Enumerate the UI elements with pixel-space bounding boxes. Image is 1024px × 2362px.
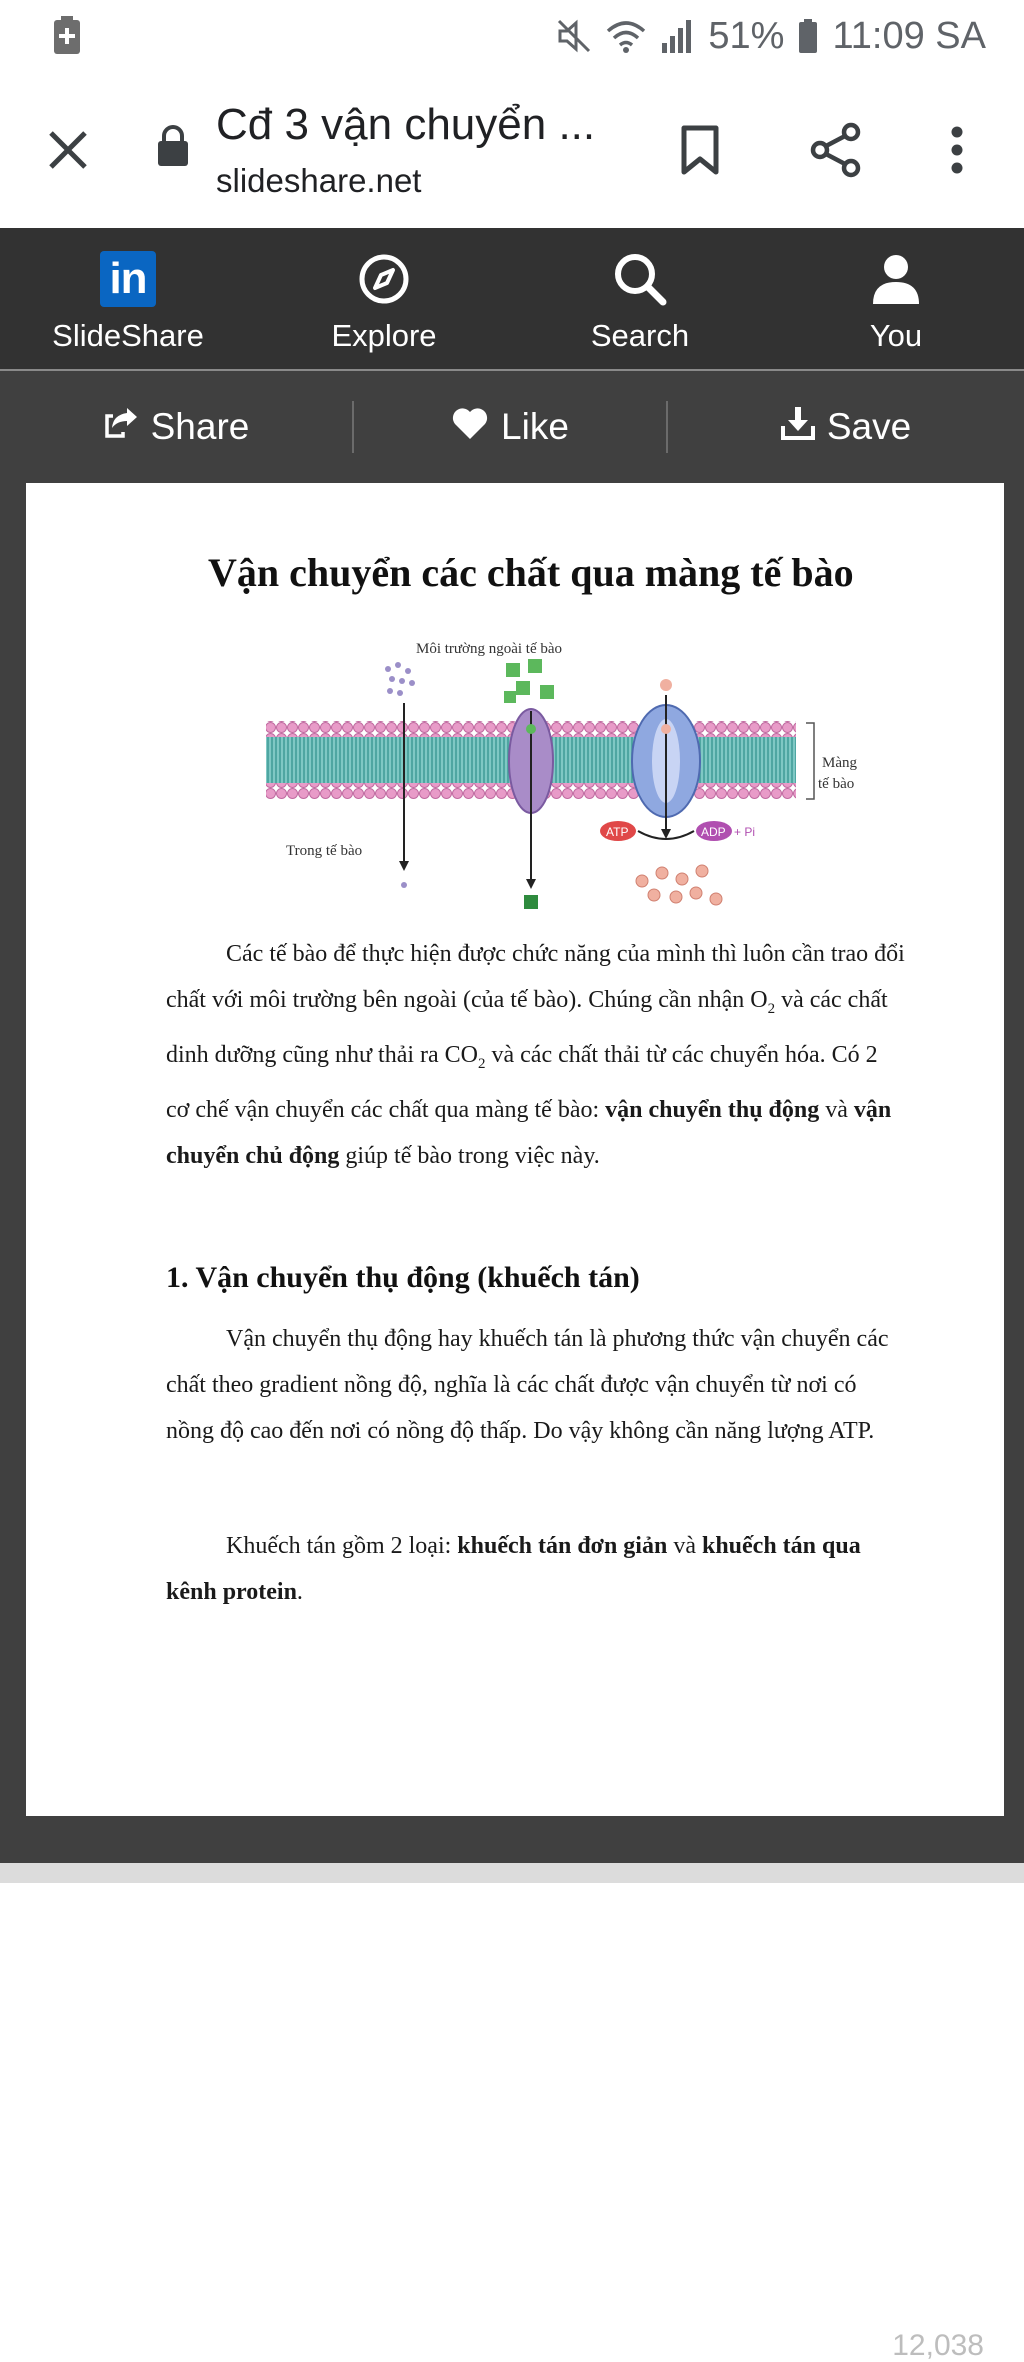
membrane-diagram-svg — [166, 623, 886, 923]
heart-icon — [451, 406, 489, 449]
share-label: Share — [150, 406, 250, 447]
bookmark-icon[interactable] — [672, 118, 728, 182]
battery-icon — [798, 19, 818, 53]
more-vert-icon[interactable] — [932, 118, 982, 182]
lock-icon — [156, 124, 196, 178]
save-label: Save — [826, 406, 912, 447]
pi-label: + Pi — [734, 825, 756, 839]
nav-label-slideshare: SlideShare — [52, 318, 204, 353]
search-icon — [611, 248, 669, 310]
clock: 11:09 SA — [832, 14, 986, 57]
browser-toolbar — [0, 72, 1024, 228]
battery-percent: 51% — [708, 14, 785, 57]
nav-item-explore[interactable] — [256, 228, 512, 369]
share-button[interactable] — [0, 371, 352, 483]
mute-icon — [556, 18, 592, 54]
wifi-icon — [606, 19, 646, 53]
linkedin-logo-icon: in — [100, 251, 156, 307]
outside-label: Môi trường ngoài tế bào — [416, 641, 563, 657]
battery-charging-icon — [52, 16, 82, 56]
status-bar — [0, 0, 1024, 72]
section-paragraph: Khuếch tán gồm 2 loại: khuếch tán đơn giản và khuếch tán qua kênh protein. — [166, 1533, 861, 1605]
compass-icon — [357, 248, 411, 310]
view-count-peek: 12,038 — [892, 2329, 984, 2362]
intro-paragraph: Các tế bào để thực hiện được chức năng của mình thì luôn cần trao đổi chất với môi trường bên ngoài (của tế bào). Chúng cần nhận $O_2$ và các chất dinh dưỡng cũng như thải ra $CO_2$ và các chất thải từ các chuyển hóa. Có 2 cơ chế vận chuyển các chất qua màng tế bào: vận chuyển thụ động và vận chuyển chủ động giúp tế bào trong việc này. — [166, 941, 905, 1169]
section-paragraph: Vận chuyển thụ động hay khuếch tán là phương thức vận chuyển các chất theo gradient nồng độ, nghĩa là các chất được vận chuyển từ nơi có nồng độ cao đến nơi có nồng độ thấp. Do vậy không cần năng lượng ATP. — [166, 1326, 889, 1444]
download-icon — [781, 406, 815, 449]
membrane-diagram — [166, 623, 886, 923]
like-label: Like — [501, 406, 569, 447]
nav-item-you[interactable] — [768, 228, 1024, 369]
adp-label: ADP — [701, 825, 726, 839]
section-heading: 1. Vận chuyển thụ động (khuếch tán) — [166, 1261, 640, 1294]
share-icon[interactable] — [806, 118, 866, 182]
document-page[interactable] — [26, 483, 1004, 1816]
like-button[interactable] — [354, 371, 666, 483]
share-arrow-icon — [103, 406, 139, 449]
green-molecules — [504, 659, 554, 703]
nav-item-slideshare[interactable] — [0, 228, 256, 369]
page-title: Cđ 3 vận chuyển ... — [216, 100, 596, 149]
signal-icon — [660, 19, 694, 53]
save-button[interactable] — [668, 371, 1024, 483]
membrane-label-2: tế bào — [818, 776, 855, 792]
page-url: slideshare.net — [216, 162, 422, 199]
slideshare-nav — [0, 228, 1024, 371]
document-viewer[interactable] — [0, 483, 1024, 2362]
pumped-molecules — [636, 865, 722, 905]
close-icon[interactable] — [40, 122, 96, 178]
small-molecules — [385, 662, 415, 696]
nav-label-explore: Explore — [331, 318, 437, 353]
action-bar — [0, 371, 1024, 483]
membrane-label-1: Màng — [822, 755, 857, 771]
inside-label: Trong tế bào — [286, 843, 363, 859]
bottom-area — [0, 1883, 1024, 1929]
nav-item-search[interactable] — [512, 228, 768, 369]
nav-label-search: Search — [590, 318, 690, 353]
atp-label: ATP — [606, 825, 629, 839]
bottom-divider — [0, 1863, 1024, 1883]
nav-label-you: You — [869, 318, 923, 353]
membrane-bracket — [806, 723, 814, 799]
document-title: Vận chuyển các chất qua màng tế bào — [208, 550, 854, 595]
user-icon — [869, 248, 923, 310]
